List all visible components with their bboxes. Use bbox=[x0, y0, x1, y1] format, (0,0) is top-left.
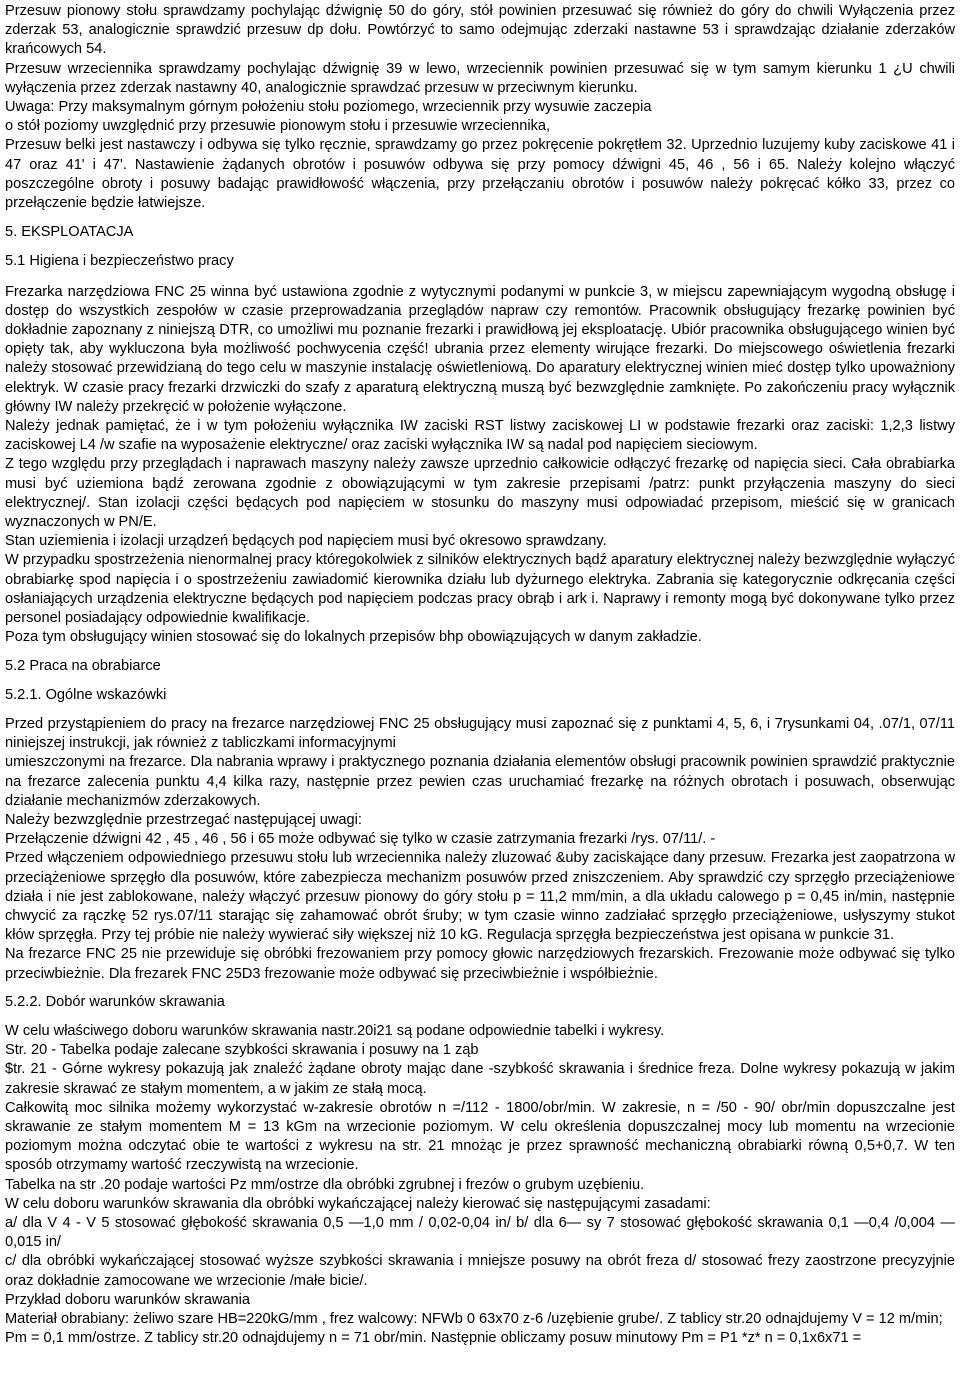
paragraph-cutting-2: Str. 20 - Tabelka podaje zalecane szybkości skrawania i posuwy na 1 ząb bbox=[5, 1042, 479, 1059]
paragraph-safety-1: Frezarka narzędziowa FNC 25 winna być ustawiona zgodnie z wytycznymi podanymi w punkcie 3, w miejscu zapewniającym wygodną obsługę i dostęp do wszystkich zespołów w czasie przeprowadzania przeglądów napraw czy remontów. Pracownik obsługujący frezarkę powinien być dokładnie zapoznany z niniejszą DTR, co umożliwi mu poznanie frezarki i prawidłową jej eksploatację. Ubiór pracownika obsługującego winien być opięty tak, aby wykluczona była możliwość pochwycenia część! ubrania przez elementy wirujące frezarki. Do miejscowego oświetlenia frezarki należy stosować przewidzianą do tego celu w maszynie instalację oświetleniową. Do aparatury elektrycznej winien mieć dostęp tylko upoważniony elektryk. W czasie pracy frezarki drzwiczki do szafy z aparaturą elektryczną muszą być bezwzględnie zamknięte. Po zakończeniu pracy wyłącznik główny IW należy przekręcić w położenie wyłączone. bbox=[5, 283, 955, 415]
paragraph-safety-6: Poza tym obsługujący winien stosować się do lokalnych przepisów bhp obowiązujących w danym zakładzie. bbox=[5, 629, 702, 646]
paragraph-cutting-8: c/ dla obróbki wykańczającej stosować wyższe szybkości skrawania i mniejsze posuwy na obrót freza d/ stosować frezy zaostrzone precyzyjnie oraz dokładnie zamocowane we wrzecionie /małe bicie/. bbox=[5, 1253, 955, 1289]
subsection-heading-5-2-1: 5.2.1. Ogólne wskazówki bbox=[5, 686, 167, 703]
paragraph-example-title: Przykład doboru warunków skrawania bbox=[5, 1291, 250, 1308]
paragraph-general-2: umieszczonymi na frezarce. Dla nabrania wprawy i praktycznego poznania działania elementów obsługi pracownik powinien sprawdzić praktycznie na frezarce zalecenia punktu 4,4 kilka razy, następnie przez pewien czas uruchamiać frezarkę na różnych obrotach i posuwach, obserwując działanie mechanizmów zderzakowych. bbox=[5, 754, 955, 809]
paragraph-safety-4: Stan uziemienia i izolacji urządzeń będących pod napięciem musi być okresowo sprawdzany. bbox=[5, 533, 607, 550]
paragraph-vertical-table-feed: Przesuw pionowy stołu sprawdzamy pochylając dźwignię 50 do góry, stół powinien przesuwać się również do góry do chwili Wyłączenia przez zderzak 53, analogicznie sprawdzić przesuw dp dołu. Powtórzyć to samo odejmując zderzaki nastawne 53 i sprawdzając działanie zderzaków krańcowych 54. bbox=[5, 3, 955, 58]
paragraph-cutting-6: W celu doboru warunków skrawania dla obróbki wykańczającej należy kierować się następującymi zasadami: bbox=[5, 1195, 711, 1212]
paragraph-note-line-2: o stół poziomy uwzględnić przy przesuwie pionowym stołu i przesuwie wrzeciennika, bbox=[5, 118, 551, 135]
paragraph-example-2: Pm = 0,1 mm/ostrze. Z tablicy str.20 odnajdujemy n = 71 obr/min. Następnie obliczamy posuw minutowy Pm = P1 *z* n = 0,1x6x71 = bbox=[5, 1330, 862, 1347]
subsection-heading-5-2-2: 5.2.2. Dobór warunków skrawania bbox=[5, 993, 225, 1010]
paragraph-cutting-7: a/ dla V 4 - V 5 stosować głębokość skrawania 0,5 —1,0 mm / 0,02-0,04 in/ b/ dla 6— sy 7 stosować głębokość skrawania 0,1 —0,4 /0,004 — 0,015 in/ bbox=[5, 1214, 955, 1251]
paragraph-example-1: Materiał obrabiany: żeliwo szare HB=220kG/mm , frez walcowy: NFWb 0 63x70 z-6 /uzębienie grube/. Z tablicy str.20 odnajdujemy V = 12 m/min; bbox=[5, 1311, 943, 1327]
paragraph-cutting-5: Tabelka na str .20 podaje wartości Pz mm/ostrze dla obróbki zgrubnej i frezów o grubym uzębieniu. bbox=[5, 1176, 645, 1193]
paragraph-general-1: Przed przystąpieniem do pracy na frezarce narzędziowej FNC 25 obsługujący musi zapoznać się z punktami 4, 5, 6, i 7rysunkami 04, .07/1, 07/11 niniejszej instrukcji, jak również z tabliczkami informacyjnymi bbox=[5, 715, 955, 752]
paragraph-general-4: Przełączenie dźwigni 42 , 45 , 46 , 56 i 65 może odbywać się tylko w czasie zatrzymania frezarki /rys. 07/11/. - bbox=[5, 831, 716, 848]
paragraph-headstock-feed: Przesuw wrzeciennika sprawdzamy pochylając dźwignię 39 w lewo, wrzeciennik powinien przesuwać się w tym samym kierunku 1 ¿U chwili wyłączenia przez zderzak nastawny 40, analogicznie sprawdzać przesuw w przeciwnym kierunku. bbox=[5, 60, 955, 96]
paragraph-general-6: Na frezarce FNC 25 nie przewiduje się obróbki frezowaniem przy pomocy głowic narzędziowych frezarskich. Frezowanie może odbywać się tylko przeciwbieżnie. Dla frezarek FNC 25D3 frezowanie może odbywać się przeciwbieżnie i współbieżnie. bbox=[5, 946, 955, 982]
paragraph-beam-feed: Przesuw belki jest nastawczy i odbywa się tylko ręcznie, sprawdzamy go przez pokręcenie pokrętłem 32. Uprzednio luzujemy kuby zaciskowe 41 i 47 oraz 41' i 47'. Nastawienie żądanych obrotów i posuwów odbywa się przy pomocy dźwigni 45, 46 , 56 i 65. Należy kolejno włączyć poszczególne obroty i posuwy badając prawidłowość włączenia, przy przełączaniu obrotów i posuwów należy pokręcać kółko 33, przez co przełączenie będzie łatwiejsze. bbox=[5, 137, 955, 212]
paragraph-safety-5: W przypadku spostrzeżenia nienormalnej pracy któregokolwiek z silników elektrycznych bądź aparatury elektrycznej należy bezwzględnie wyłączyć obrabiarkę spod napięcia i o spostrzeżeniu zawiadomić kierownika działu lub dyżurnego elektryka. Zabrania się kategorycznie odkręcania części osłaniających urządzenia elektryczne będących pod napięciem podczas pracy obrąb i ark i. Naprawy i remonty mogą być dokonywane tylko przez personel posiadający odpowiednie kwalifikacje. bbox=[5, 552, 955, 627]
section-heading-eksploatacja: 5. EKSPLOATACJA bbox=[5, 224, 134, 241]
paragraph-note-line-1: Uwaga: Przy maksymalnym górnym położeniu stołu poziomego, wrzeciennik przy wysuwie zaczepia bbox=[5, 99, 652, 116]
paragraph-safety-3: Z tego względu przy przeglądach i naprawach maszyny należy zawsze uprzednio całkowicie odłączyć frezarkę od napięcia sieci. Cała obrabiarka musi być uziemiona bądź zerowana zgodnie z obowiązującymi w tym zakresie przepisami /patrz: punkt przyłączenia maszyny do sieci elektrycznej/. Stan izolacji części będących pod napięciem w stosunku do maszyny musi odpowiadać przepisom, mieścić się w granicach wyznaczonych w PN/E. bbox=[5, 456, 955, 531]
subsection-heading-5-1: 5.1 Higiena i bezpieczeństwo pracy bbox=[5, 253, 234, 270]
paragraph-cutting-1: W celu właściwego doboru warunków skrawania nastr.20i21 są podane odpowiednie tabelki i wykresy. bbox=[5, 1022, 665, 1039]
paragraph-cutting-4: Całkowitą moc silnika możemy wykorzystać w-zakresie obrotów n =/112 - 1800/obr/min. W zakresie, n = /50 - 90/ obr/min dopuszczalne jest skrawanie ze stałym momentem M = 13 kGm na wrzecionie poziomym. W celu określenia dopuszczalnej mocy lub momentu na wrzecionie poziomym można odczytać obie te wartości z wykresu na str. 21 mnożąc je przez sprawność mechaniczną obrabiarki równą 0,5+0,7. W ten sposób otrzymamy wartość rzeczywistą na wrzecionie. bbox=[5, 1099, 955, 1174]
paragraph-safety-2: Należy jednak pamiętać, że i w tym położeniu wyłącznika IW zaciski RST listwy zaciskowej LI w podstawie frezarki oraz zaciski: 1,2,3 listwy zaciskowej L4 /w szafie na wyposażenie elektryczne/ oraz zaciski wyłącznika IW są nadal pod napięciem sieciowym. bbox=[5, 418, 955, 454]
paragraph-general-3: Należy bezwzględnie przestrzegać następującej uwagi: bbox=[5, 811, 362, 828]
paragraph-general-5: Przed włączeniem odpowiedniego przesuwu stołu lub wrzeciennika należy zluzować &uby zaciskające dany przesuw. Frezarka jest zaopatrzona w przeciążeniowe sprzęgło dla posuwów, które zabezpiecza mechanizm posuwów przed zniszczeniem. Aby sprawdzić czy sprzęgło przeciążeniowe działa i nie jest zablokowane, należy włączyć przesuw pionowy do góry stołu p = 11,2 mm/min, a dla układu calowego p = 0,45 in/min, następnie chwycić za rączkę 52 rys.07/11 starając się zahamować obrót śruby; w tym czasie winno zadziałać sprzęgło przeciążeniowe, usłyszymy stukot kłów sprzęgła. Przy tej próbie nie należy wywierać siły większej niż 10 kG. Regulacja sprzęgła bezpieczeństwa jest opisana w punkcie 31. bbox=[5, 850, 955, 944]
paragraph-cutting-3: $tr. 21 - Górne wykresy pokazują jak znaleźć żądane obroty mając dane -szybkość skrawania i średnice freza. Dolne wykresy pokazują w jakim zakresie skrawać ze stałym momentem, a w jakim ze stałą mocą. bbox=[5, 1061, 955, 1097]
subsection-heading-5-2: 5.2 Praca na obrabiarce bbox=[5, 657, 161, 674]
